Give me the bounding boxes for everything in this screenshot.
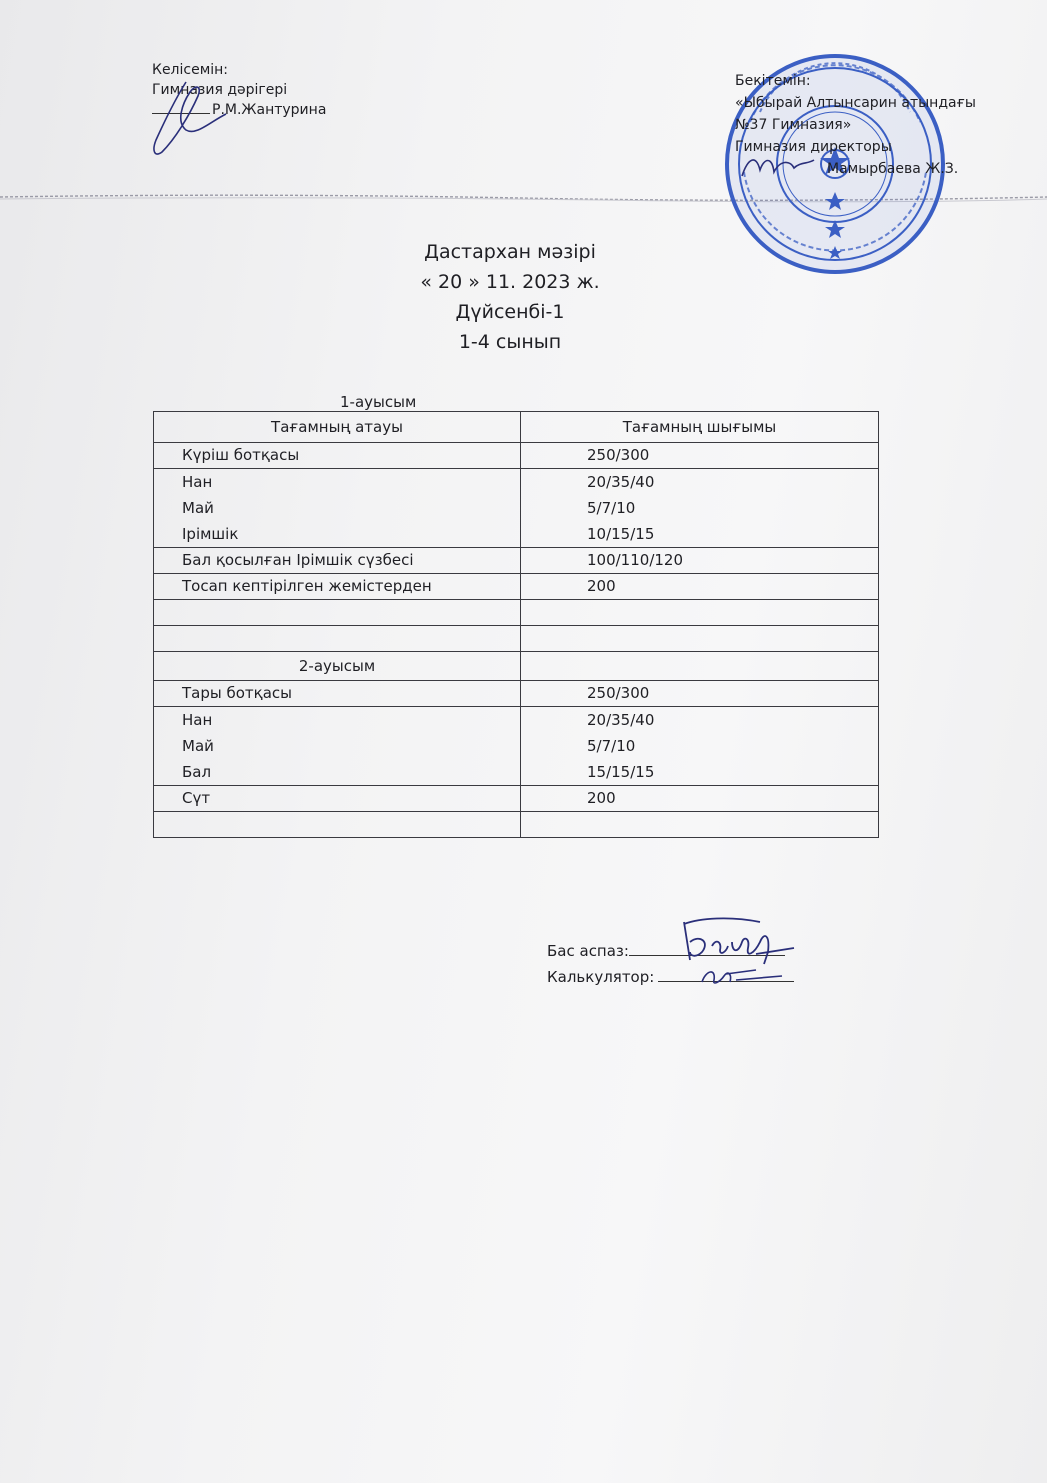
table-row — [154, 574, 879, 600]
table-row — [154, 548, 879, 574]
dish-name-group — [154, 707, 521, 786]
dish-name: Бал — [182, 763, 212, 781]
empty-cell — [521, 600, 879, 626]
director-signature — [738, 150, 818, 182]
dish-yield: 20/35/40 — [587, 473, 655, 491]
doctor-signature — [146, 78, 236, 162]
dish-name: Тосап кептірілген жемістерден — [154, 574, 521, 600]
menu-day: Дүйсенбі-1 — [455, 301, 565, 323]
approval-right-name: Мамырбаева Ж.З. — [827, 161, 959, 177]
approval-right-role: Гимназия директоры — [735, 139, 892, 155]
dish-yield: 250/300 — [521, 681, 879, 707]
approval-left-name: Р.М.Жантурина — [212, 102, 327, 118]
dish-name: Нан — [182, 473, 213, 491]
table-row — [154, 469, 879, 548]
calculator-label: Калькулятор: — [547, 968, 655, 986]
shift-2-label: 2-ауысым — [154, 652, 521, 681]
shift-1-label: 1-ауысым — [340, 393, 417, 411]
shift-2-row — [154, 652, 879, 681]
dish-yield: 100/110/120 — [521, 548, 879, 574]
dish-yield-group — [521, 707, 879, 786]
menu-header — [360, 237, 660, 357]
approval-left-role: Гимназия дәрігері — [152, 82, 288, 98]
table-row-empty — [154, 626, 879, 652]
dish-yield: 5/7/10 — [587, 737, 636, 755]
empty-cell — [154, 626, 521, 652]
dish-yield: 15/15/15 — [587, 763, 655, 781]
table-row — [154, 786, 879, 812]
dish-yield: 20/35/40 — [587, 711, 655, 729]
dish-yield: 200 — [521, 574, 879, 600]
empty-cell — [154, 812, 521, 838]
table-row-empty — [154, 812, 879, 838]
dish-yield: 250/300 — [521, 443, 879, 469]
empty-cell — [521, 812, 879, 838]
menu-grades: 1-4 сынып — [458, 331, 562, 353]
dish-yield: 5/7/10 — [587, 499, 636, 517]
table-header-row — [154, 412, 879, 443]
column-header-yield: Тағамның шығымы — [521, 412, 879, 443]
empty-cell — [521, 626, 879, 652]
approval-right-school: №37 Гимназия» — [735, 117, 852, 133]
page-title: Дастархан мәзірі — [424, 241, 596, 263]
calculator-signature — [696, 960, 786, 990]
table-row — [154, 681, 879, 707]
dish-name: Май — [182, 737, 214, 755]
dish-name: Сүт — [154, 786, 521, 812]
empty-cell — [521, 652, 879, 681]
dish-name-group — [154, 469, 521, 548]
dish-yield-group — [521, 469, 879, 548]
approval-right-label: Бекітемін: — [735, 73, 811, 89]
table-row — [154, 443, 879, 469]
dish-name: Ірімшік — [182, 525, 239, 543]
table-row-empty — [154, 600, 879, 626]
table-row — [154, 707, 879, 786]
dish-name: Бал қосылған Ірімшік сүзбесі — [154, 548, 521, 574]
dish-name: Нан — [182, 711, 213, 729]
dish-name: Май — [182, 499, 214, 517]
column-header-name: Тағамның атауы — [154, 412, 521, 443]
dish-name: Күріш ботқасы — [154, 443, 521, 469]
empty-cell — [154, 600, 521, 626]
dish-yield: 200 — [521, 786, 879, 812]
approval-right-org: «Ыбырай Алтынсарин атындағы — [735, 95, 976, 111]
dish-name: Тары ботқасы — [154, 681, 521, 707]
dish-yield: 10/15/15 — [587, 525, 655, 543]
approval-left-label: Келісемін: — [152, 62, 229, 78]
menu-date: « 20 » 11. 2023 ж. — [420, 271, 600, 293]
menu-table — [153, 411, 879, 838]
chef-label: Бас аспаз: — [547, 942, 629, 960]
